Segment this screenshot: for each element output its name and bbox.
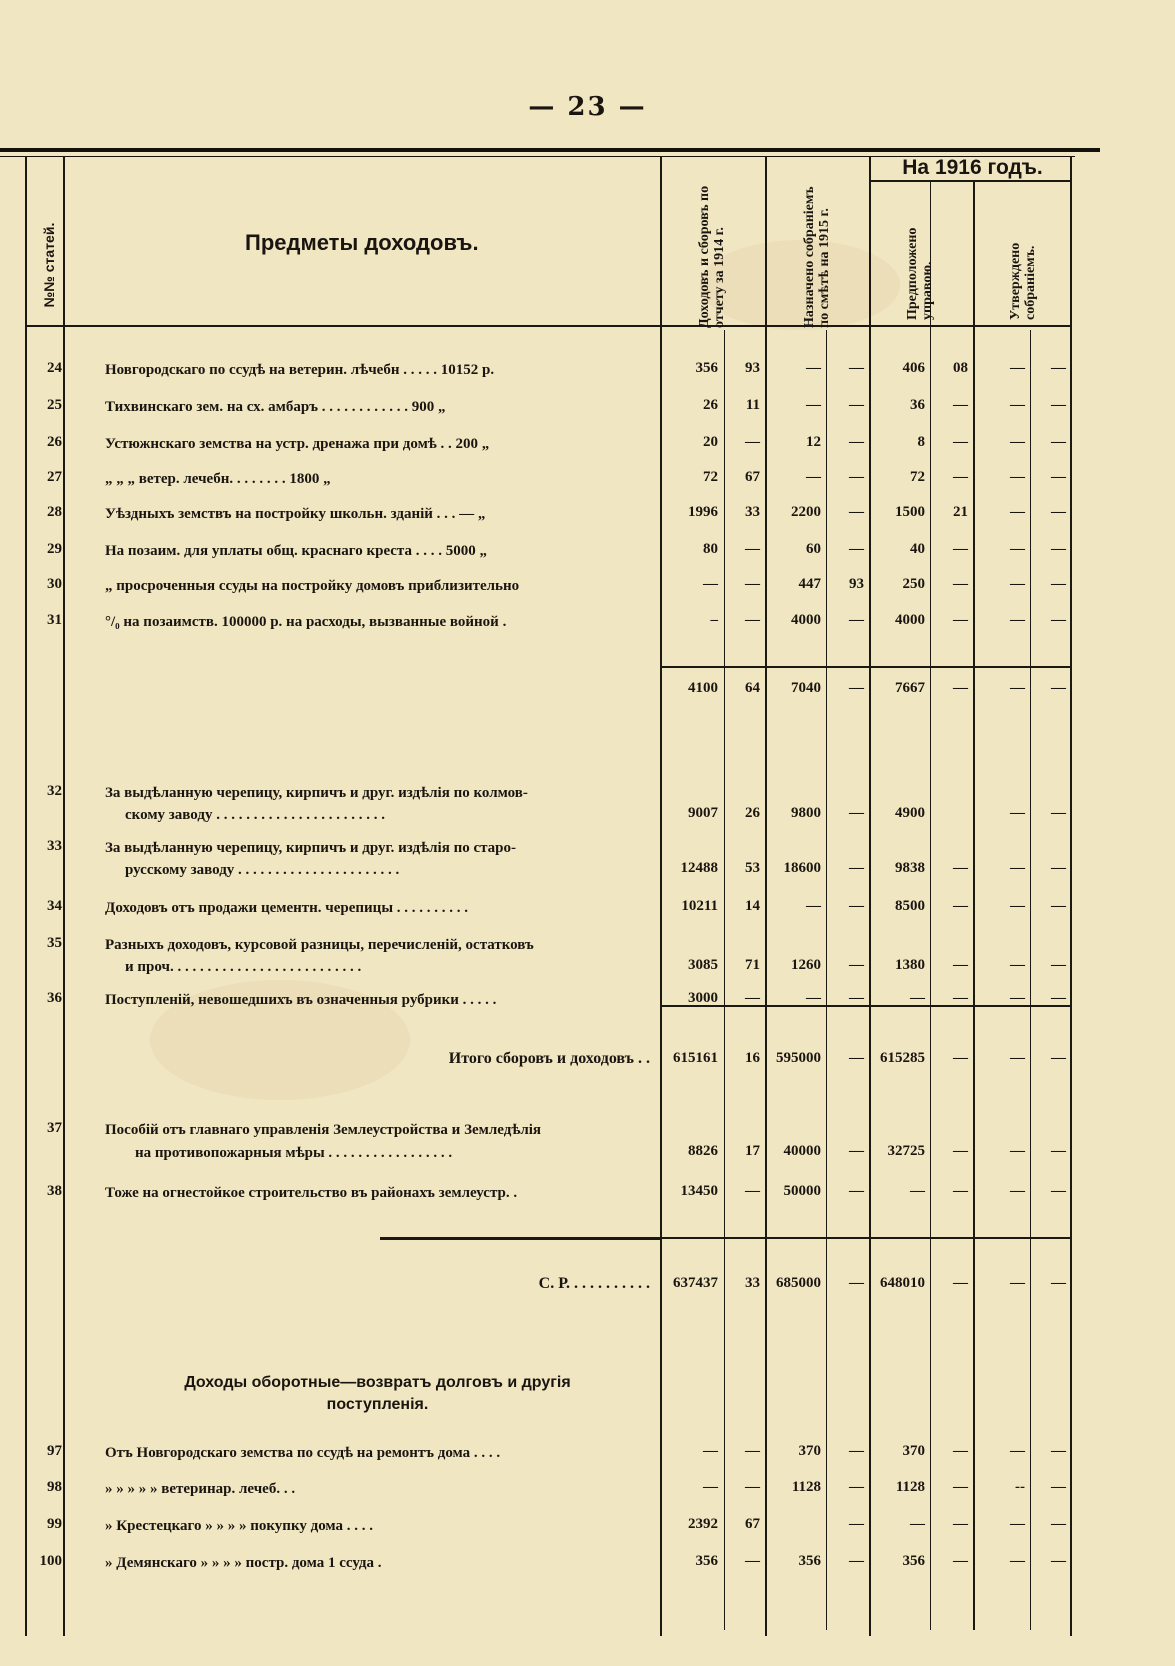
grid-line xyxy=(869,156,871,1636)
subjects-header: Предметы доходовъ. xyxy=(245,230,479,255)
cell-d: — xyxy=(1010,1050,1025,1066)
cell-a: 4100 xyxy=(688,680,718,696)
cell-ak: 33 xyxy=(745,504,760,520)
cell-bk: — xyxy=(849,397,864,413)
total-label: Итого сборовъ и доходовъ . . xyxy=(448,1050,650,1067)
cell-dk: — xyxy=(1051,541,1066,557)
cell-d: — xyxy=(1010,1275,1025,1291)
total-label: С. Р. . . . . . . . . . . xyxy=(538,1275,650,1292)
cell-b: 60 xyxy=(806,541,821,557)
cell-bk: — xyxy=(849,1479,864,1495)
cell-b: 2200 xyxy=(791,504,821,520)
cell-ck: 21 xyxy=(953,504,968,520)
cell-c: 648010 xyxy=(880,1275,925,1291)
cell-a: 26 xyxy=(703,397,718,413)
col-assigned-1915-header: Назначено собраніемъ по смѣтѣ на 1915 г. xyxy=(802,186,832,328)
cell-b: 356 xyxy=(798,1553,821,1569)
top-rule xyxy=(0,148,1100,152)
cell-b: 4000 xyxy=(791,612,821,628)
cell-bk: — xyxy=(849,680,864,696)
cell-c: 32725 xyxy=(887,1143,925,1159)
cell-b: 50000 xyxy=(783,1183,821,1199)
row-number: 38 xyxy=(47,1183,62,1199)
row-description: Уѣздныхъ земствъ на постройку школьн. зданій . . . — „ xyxy=(105,506,486,522)
cell-bk: — xyxy=(849,1143,864,1159)
grid-line xyxy=(660,1237,1070,1239)
cell-ak: — xyxy=(745,1553,760,1569)
cell-bk: — xyxy=(849,898,864,914)
cell-ck: — xyxy=(953,469,968,485)
cell-d: — xyxy=(1010,1143,1025,1159)
grid-line xyxy=(380,1237,660,1240)
cell-bk: — xyxy=(849,957,864,973)
cell-c: 72 xyxy=(910,469,925,485)
cell-dk: — xyxy=(1051,957,1066,973)
cell-bk: — xyxy=(849,504,864,520)
cell-a: 80 xyxy=(703,541,718,557)
row-number: 34 xyxy=(47,898,62,914)
cell-a: 356 xyxy=(695,360,718,376)
cell-ck: — xyxy=(953,612,968,628)
cell-d: — xyxy=(1010,860,1025,876)
cell-ak: 67 xyxy=(745,469,760,485)
row-number: 29 xyxy=(47,541,62,557)
cell-dk: — xyxy=(1051,1516,1066,1532)
row-description: Тихвинскаго зем. на сх. амбаръ . . . . . . . . . . . . 900 „ xyxy=(105,399,446,415)
cell-b: — xyxy=(806,898,821,914)
row-number: 33 xyxy=(47,838,62,854)
cell-b: 9800 xyxy=(791,805,821,821)
cell-ck: 08 xyxy=(953,360,968,376)
cell-d: -- xyxy=(1015,1479,1025,1495)
cell-dk: — xyxy=(1051,1143,1066,1159)
cell-d: — xyxy=(1010,576,1025,592)
cell-a: 13450 xyxy=(680,1183,718,1199)
row-number: 31 xyxy=(47,612,62,628)
cell-bk: — xyxy=(849,541,864,557)
cell-bk: — xyxy=(849,1553,864,1569)
cell-ak: — xyxy=(745,612,760,628)
grid-line xyxy=(930,180,931,1630)
row-number: 30 xyxy=(47,576,62,592)
cell-ck: — xyxy=(953,957,968,973)
year-1916-header: На 1916 годъ. xyxy=(902,156,1043,179)
cell-ck: — xyxy=(953,1143,968,1159)
cell-a: 8826 xyxy=(688,1143,718,1159)
cell-ak: 11 xyxy=(745,397,760,413)
row-number: 98 xyxy=(47,1479,62,1495)
cell-bk: — xyxy=(849,860,864,876)
grid-line xyxy=(25,325,1070,327)
cell-ak: — xyxy=(745,1479,760,1495)
cell-c: 615285 xyxy=(880,1050,925,1066)
row-description: Разныхъ доходовъ, курсовой разницы, перечисленій, остатковъ xyxy=(105,937,534,953)
cell-dk: — xyxy=(1051,805,1066,821)
cell-dk: — xyxy=(1051,504,1066,520)
cell-d: — xyxy=(1010,898,1025,914)
grid-line xyxy=(1070,156,1072,1636)
grid-line xyxy=(869,180,1070,182)
cell-a: 9007 xyxy=(688,805,718,821)
cell-a: – xyxy=(710,612,718,628)
cell-b: 1128 xyxy=(791,1479,821,1495)
cell-bk: 93 xyxy=(849,576,864,592)
cell-d: — xyxy=(1010,805,1025,821)
cell-ck: — xyxy=(953,898,968,914)
cell-c: — xyxy=(910,1183,925,1199)
cell-ck: — xyxy=(953,1275,968,1291)
row-description: Поступленій, невошедшихъ въ означенныя рубрики . . . . . xyxy=(105,992,497,1008)
cell-d: — xyxy=(1010,434,1025,450)
cell-d: — xyxy=(1010,1553,1025,1569)
section-title: Доходы оборотные—возвратъ долговъ и другія xyxy=(184,1374,571,1391)
cell-b: 40000 xyxy=(783,1143,821,1159)
row-description: » Крестецкаго » » » » покупку дома . . . . xyxy=(105,1518,374,1534)
cell-bk: — xyxy=(849,1516,864,1532)
cell-ak: — xyxy=(745,1443,760,1459)
cell-bk: — xyxy=(849,1275,864,1291)
cell-ck: — xyxy=(953,1050,968,1066)
cell-a: 10211 xyxy=(681,898,718,914)
cell-ck: — xyxy=(953,1516,968,1532)
cell-dk: — xyxy=(1051,860,1066,876)
cell-dk: — xyxy=(1051,990,1066,1006)
cell-b: 685000 xyxy=(776,1275,821,1291)
cell-ak: 33 xyxy=(745,1275,760,1291)
cell-bk: — xyxy=(849,360,864,376)
section-subtitle: поступленія. xyxy=(326,1396,429,1413)
cell-c: 1128 xyxy=(895,1479,925,1495)
cell-bk: — xyxy=(849,805,864,821)
cell-b: 7040 xyxy=(791,680,821,696)
cell-bk: — xyxy=(849,1443,864,1459)
row-number-header: №№ статей. xyxy=(41,222,57,308)
row-number: 100 xyxy=(39,1553,62,1569)
row-number: 24 xyxy=(47,360,62,376)
cell-d: — xyxy=(1010,1516,1025,1532)
grid-line xyxy=(765,156,767,1636)
grid-line xyxy=(1030,330,1031,1630)
cell-dk: — xyxy=(1051,1275,1066,1291)
cell-a: 615161 xyxy=(673,1050,718,1066)
cell-b: 595000 xyxy=(776,1050,821,1066)
cell-dk: — xyxy=(1051,1443,1066,1459)
cell-ck: — xyxy=(953,680,968,696)
cell-a: 12488 xyxy=(680,860,718,876)
row-description: Устюжнскаго земства на устр. дренажа при домѣ . . 200 „ xyxy=(105,436,490,452)
cell-a: — xyxy=(703,1443,718,1459)
row-description-cont: на противопожарныя мѣры . . . . . . . . . . . . . . . . . xyxy=(135,1145,453,1161)
cell-c: 7667 xyxy=(895,680,925,696)
row-number: 37 xyxy=(47,1120,62,1136)
row-description: За выдѣланную черепицу, кирпичъ и друг. издѣлія по старо- xyxy=(105,840,517,856)
cell-dk: — xyxy=(1051,898,1066,914)
row-description-cont: скому заводу . . . . . . . . . . . . . . . . . . . . . . . xyxy=(125,807,385,823)
cell-d: — xyxy=(1010,1443,1025,1459)
cell-b: — xyxy=(806,469,821,485)
row-description: „ „ „ ветер. лечебн. . . . . . . . 1800 „ xyxy=(105,471,331,487)
cell-a: 1996 xyxy=(688,504,718,520)
cell-a: 3085 xyxy=(688,957,718,973)
cell-ck: — xyxy=(953,1443,968,1459)
grid-line xyxy=(63,156,65,1636)
cell-bk: — xyxy=(849,434,864,450)
grid-line xyxy=(826,330,827,1630)
cell-dk: — xyxy=(1051,1553,1066,1569)
row-number: 26 xyxy=(47,434,62,450)
row-description: » Демянскаго » » » » постр. дома 1 ссуда . xyxy=(105,1555,382,1571)
row-description: Тоже на огнестойкое строительство въ районахъ землеустр. . xyxy=(105,1185,518,1201)
cell-a: 72 xyxy=(703,469,718,485)
cell-ak: 67 xyxy=(745,1516,760,1532)
cell-dk: — xyxy=(1051,1050,1066,1066)
cell-c: 4900 xyxy=(895,805,925,821)
cell-d: — xyxy=(1010,541,1025,557)
cell-c: 8 xyxy=(917,434,925,450)
cell-ck: — xyxy=(953,860,968,876)
row-number: 28 xyxy=(47,504,62,520)
cell-a: 3000 xyxy=(688,990,718,1006)
cell-a: — xyxy=(703,1479,718,1495)
cell-dk: — xyxy=(1051,360,1066,376)
cell-b: 18600 xyxy=(783,860,821,876)
cell-b: — xyxy=(806,990,821,1006)
cell-b: 447 xyxy=(798,576,821,592)
cell-ck: — xyxy=(953,990,968,1006)
cell-ck: — xyxy=(953,1553,968,1569)
cell-d: — xyxy=(1010,504,1025,520)
cell-c: 1380 xyxy=(895,957,925,973)
cell-dk: — xyxy=(1051,1479,1066,1495)
row-number: 35 xyxy=(47,935,62,951)
row-number: 27 xyxy=(47,469,62,485)
cell-bk: — xyxy=(849,469,864,485)
cell-ck: — xyxy=(953,397,968,413)
cell-d: — xyxy=(1010,1183,1025,1199)
cell-ak: — xyxy=(745,434,760,450)
cell-c: — xyxy=(910,1516,925,1532)
row-number: 36 xyxy=(47,990,62,1006)
cell-d: — xyxy=(1010,469,1025,485)
row-number: 25 xyxy=(47,397,62,413)
cell-c: 250 xyxy=(902,576,925,592)
cell-bk: — xyxy=(849,1050,864,1066)
cell-b: — xyxy=(806,360,821,376)
cell-d: — xyxy=(1010,360,1025,376)
cell-dk: — xyxy=(1051,1183,1066,1199)
row-description: Пособій отъ главнаго управленія Землеустройства и Земледѣлія xyxy=(105,1122,542,1138)
cell-d: — xyxy=(1010,990,1025,1006)
cell-ak: — xyxy=(745,990,760,1006)
cell-d: — xyxy=(1010,397,1025,413)
cell-ak: 93 xyxy=(745,360,760,376)
cell-ak: — xyxy=(745,1183,760,1199)
cell-ak: 16 xyxy=(745,1050,760,1066)
cell-bk: — xyxy=(849,612,864,628)
cell-ak: — xyxy=(745,576,760,592)
row-number: 99 xyxy=(47,1516,62,1532)
grid-line xyxy=(25,156,27,1636)
cell-dk: — xyxy=(1051,469,1066,485)
cell-b: 1260 xyxy=(791,957,821,973)
cell-a: 2392 xyxy=(688,1516,718,1532)
cell-b: 370 xyxy=(798,1443,821,1459)
cell-c: 8500 xyxy=(895,898,925,914)
cell-ck: — xyxy=(953,1479,968,1495)
cell-dk: — xyxy=(1051,434,1066,450)
cell-ck: — xyxy=(953,1183,968,1199)
cell-c: 4000 xyxy=(895,612,925,628)
cell-ak: 17 xyxy=(745,1143,760,1159)
col-report-1914-header: Доходовъ и сборовъ по отчету за 1914 г. xyxy=(697,185,727,328)
row-description: Доходовъ отъ продажи цементн. черепицы . . . . . . . . . . xyxy=(105,900,469,916)
cell-c: — xyxy=(910,990,925,1006)
cell-d: — xyxy=(1010,680,1025,696)
cell-dk: — xyxy=(1051,397,1066,413)
cell-ak: 71 xyxy=(745,957,760,973)
cell-dk: — xyxy=(1051,612,1066,628)
cell-ak: 53 xyxy=(745,860,760,876)
cell-ak: 26 xyxy=(745,805,760,821)
row-number: 32 xyxy=(47,783,62,799)
cell-d: — xyxy=(1010,957,1025,973)
row-description: °/₀ на позаимств. 100000 р. на расходы, вызванные войной . xyxy=(105,614,507,630)
row-number: 97 xyxy=(47,1443,62,1459)
row-description: „ просроченныя ссуды на постройку домовъ приблизительно xyxy=(105,578,520,594)
cell-ck: — xyxy=(953,434,968,450)
cell-c: 406 xyxy=(902,360,925,376)
cell-c: 9838 xyxy=(895,860,925,876)
row-description: Новгородскаго по ссудѣ на ветерин. лѣчебн . . . . . 10152 р. xyxy=(105,362,495,378)
cell-c: 40 xyxy=(910,541,925,557)
cell-a: 637437 xyxy=(673,1275,718,1291)
cell-a: — xyxy=(703,576,718,592)
row-description: Отъ Новгородскаго земства по ссудѣ на ремонтъ дома . . . . xyxy=(105,1445,501,1461)
grid-line xyxy=(660,666,1070,668)
cell-ak: — xyxy=(745,541,760,557)
cell-ak: 14 xyxy=(745,898,760,914)
cell-bk: — xyxy=(849,1183,864,1199)
row-description: На позаим. для уплаты общ. краснаго креста . . . . 5000 „ xyxy=(105,543,487,559)
row-description: За выдѣланную черепицу, кирпичъ и друг. издѣлія по колмов- xyxy=(105,785,528,801)
cell-b: — xyxy=(806,397,821,413)
cell-d: — xyxy=(1010,612,1025,628)
row-description: » » » » » ветеринар. лечеб. . . xyxy=(105,1481,296,1497)
cell-ak: 64 xyxy=(745,680,760,696)
col-proposed-1916-header: Предположено управою. xyxy=(905,227,935,320)
cell-dk: — xyxy=(1051,576,1066,592)
cell-c: 370 xyxy=(902,1443,925,1459)
grid-line xyxy=(660,156,662,1636)
cell-ck: — xyxy=(953,576,968,592)
cell-c: 36 xyxy=(910,397,925,413)
cell-c: 1500 xyxy=(895,504,925,520)
row-description-cont: русскому заводу . . . . . . . . . . . . . . . . . . . . . . xyxy=(125,862,400,878)
cell-b: 12 xyxy=(806,434,821,450)
cell-bk: — xyxy=(849,990,864,1006)
cell-dk: — xyxy=(1051,680,1066,696)
cell-ck: — xyxy=(953,541,968,557)
page-number: — 23 — xyxy=(528,92,647,122)
col-approved-1916-header: Утверждено собраніемъ. xyxy=(1008,242,1038,320)
cell-a: 20 xyxy=(703,434,718,450)
grid-line xyxy=(724,330,725,1630)
cell-a: 356 xyxy=(695,1553,718,1569)
row-description-cont: и проч. . . . . . . . . . . . . . . . . . . . . . . . . . xyxy=(125,959,362,975)
cell-c: 356 xyxy=(902,1553,925,1569)
